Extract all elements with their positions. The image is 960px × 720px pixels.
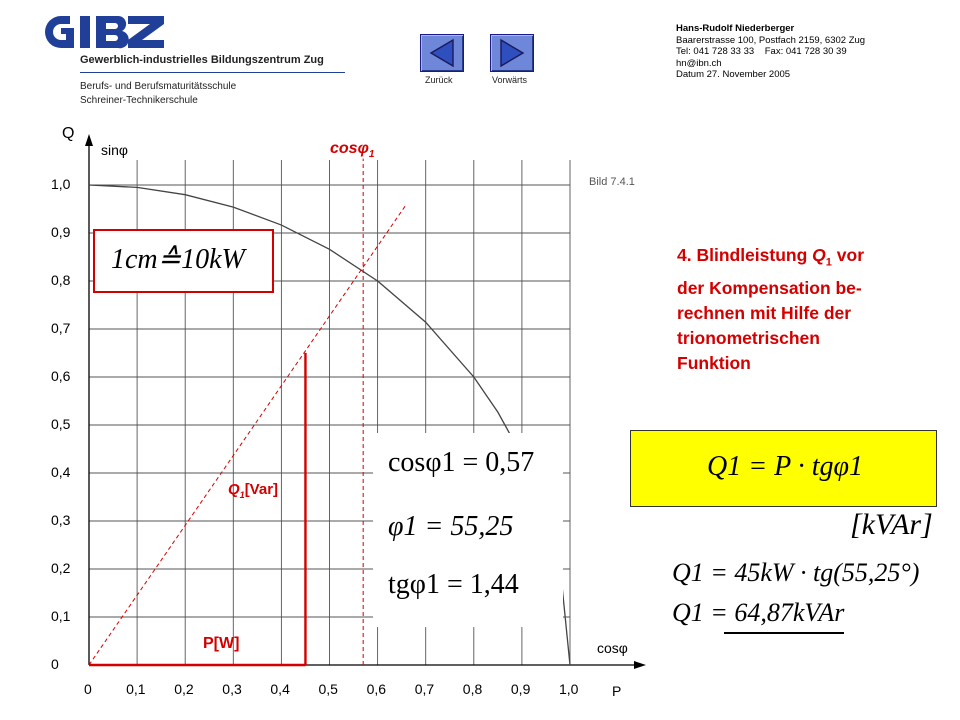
y-axis-arrow <box>85 134 93 146</box>
x-tick-label: 0,7 <box>414 681 435 697</box>
y-tick-label: 0,9 <box>51 224 71 240</box>
x-axis-arrow <box>634 661 646 669</box>
x-axis-label: cosφ <box>597 640 628 656</box>
x-axis-alt-label: P <box>612 683 622 699</box>
y-tick-label: 0,2 <box>51 560 71 576</box>
tg-equation: tgφ1 = 1,44 <box>388 569 519 600</box>
task-line-1-prefix: 4. Blindleistung <box>677 245 813 265</box>
cos-phi1-text: cosφ <box>330 140 369 157</box>
x-tick-label: 0,6 <box>366 681 387 697</box>
q1-symbol: Q <box>228 481 240 498</box>
task-description <box>677 243 917 376</box>
task-q-symbol: Q <box>812 245 826 265</box>
q1-unit: [Var] <box>244 481 279 498</box>
unit-label: [kVAr] <box>850 508 933 541</box>
y-tick-label: 0 <box>51 656 59 672</box>
task-line-2: der Kompensation be- <box>677 277 862 298</box>
q-formula: Q1 = P · tgφ1 <box>707 451 863 482</box>
contact-name: Hans-Rudolf Niederberger <box>676 23 795 34</box>
task-line-1-suffix: vor <box>831 245 865 265</box>
y-tick-label: 0,3 <box>51 512 71 528</box>
task-q-sub: 1 <box>825 256 832 269</box>
task-line-5: Funktion <box>677 352 751 373</box>
calc-line-2: Q1 = 64,87kVAr <box>672 598 845 627</box>
x-tick-label: 0,9 <box>510 681 531 697</box>
x-tick-label: 0,3 <box>222 681 242 697</box>
school-item: Schreiner-Technikerschule <box>80 95 198 106</box>
q1-sub: 1 <box>239 490 245 500</box>
contact-date: Datum 27. November 2005 <box>676 69 791 80</box>
y-tick-label: 0,1 <box>51 608 71 624</box>
forward-label[interactable]: Vorwärts <box>492 75 528 85</box>
y-axis-alt-label: sinφ <box>101 142 128 158</box>
school-item: Berufs- und Berufsmaturitätsschule <box>80 81 237 92</box>
p-w-label: P[W] <box>203 635 240 652</box>
cos-phi1-sub: 1 <box>368 149 375 161</box>
x-tick-label: 0,2 <box>174 681 194 697</box>
angle-formula-box <box>373 433 563 627</box>
y-tick-label: 0,6 <box>51 368 71 384</box>
institution-name: Gewerblich-industrielles Bildungszentrum Zug <box>80 54 324 66</box>
x-tick-label: 0,8 <box>462 681 483 697</box>
scale-note-box <box>93 229 274 293</box>
cos-equation: cosφ1 = 0,57 <box>388 447 535 478</box>
y-tick-label: 0,4 <box>51 464 71 480</box>
contact-phone: Tel: 041 728 33 33 Fax: 041 728 30 39 <box>676 46 847 57</box>
task-line-1 <box>677 243 917 276</box>
y-tick-label: 0,5 <box>51 416 71 432</box>
y-axis-label: Q <box>62 125 75 142</box>
q1-var-label <box>228 481 278 500</box>
task-line-3: rechnen mit Hilfe der <box>677 302 852 323</box>
calc-underline <box>724 632 844 634</box>
contact-address: Baarerstrasse 100, Postfach 2159, 6302 Zug <box>676 34 866 46</box>
phi-equation: φ1 = 55,25 <box>388 511 514 542</box>
back-label[interactable]: Zurück <box>425 75 453 85</box>
y-tick-label: 1,0 <box>51 176 71 192</box>
chart-title: Bild 7.4.1 <box>589 176 635 188</box>
calc-line-1: Q1 = 45kW · tg(55,25°) <box>672 558 920 587</box>
task-line-4: trionometrischen <box>677 327 820 348</box>
x-tick-label: 0,5 <box>318 681 338 697</box>
x-tick-label: 0,4 <box>270 681 290 697</box>
y-tick-label: 0,7 <box>51 320 71 336</box>
x-tick-label: 1,0 <box>559 681 579 697</box>
x-tick-label: 0,1 <box>126 681 146 697</box>
y-tick-label: 0,8 <box>51 272 71 288</box>
contact-email[interactable]: hn@ibn.ch <box>676 57 722 69</box>
x-tick-label: 0 <box>84 681 92 697</box>
cos-phi1-label <box>330 140 374 160</box>
q-formula-box <box>630 430 937 507</box>
scale-note: 1cm≙10kW <box>111 244 245 275</box>
